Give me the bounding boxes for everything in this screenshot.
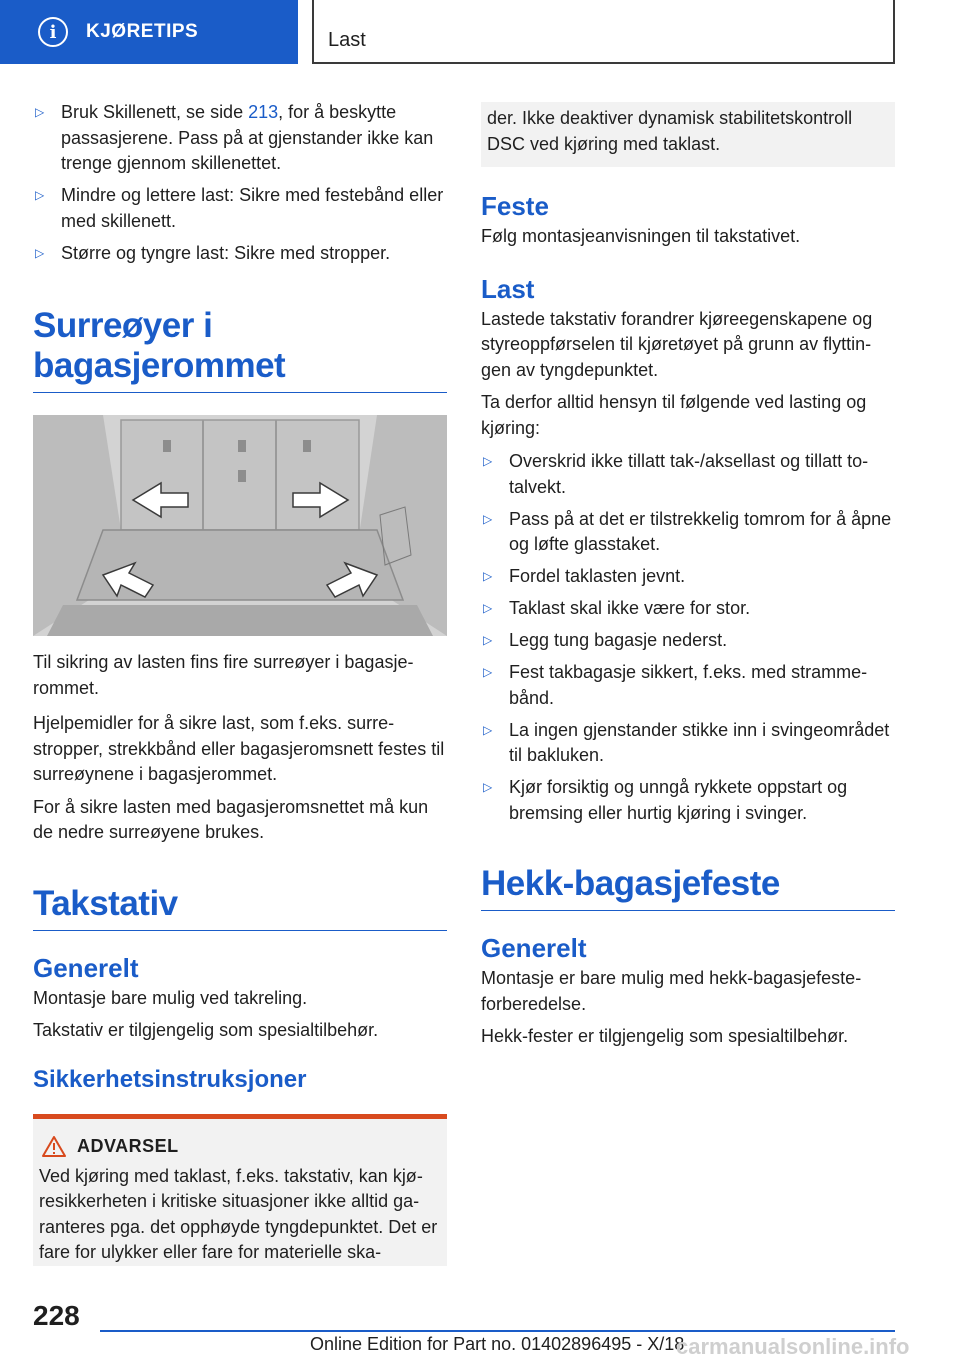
subheading-load: Last	[481, 273, 535, 304]
heading-rear-carrier: Hekk-bagasjefeste	[481, 864, 895, 911]
lashing-para-1: Til sikring av lasten fins fire surreøyer i bagasjerommet.	[33, 652, 414, 698]
list-item: ▷ Overskrid ikke tillatt tak-/aksellast og tillatt totalvekt.	[483, 451, 869, 497]
warning-text: Ved kjøring med taklast, f.eks. takstativ, kan kjøresikkerheten i kritiske situasjoner ikke alltid garanteres pga. det opphøyde tyngdepunktet. Det er fare for ulykker eller fare for materielle ska-	[39, 1165, 438, 1262]
heading-lashing-eyes: Surreøyer i bagasjerommet	[33, 306, 447, 393]
right-column	[481, 102, 895, 1057]
luggage-compartment-image	[33, 415, 447, 636]
list-item: ▷ Bruk Skillenett, se side 213, for å beskytte passasjerene. Pass på at gjenstander ikke kan trenge gjennom skillenettet.	[35, 102, 434, 173]
list-item: ▷ Legg tung bagasje nederst.	[481, 628, 895, 654]
hitch-para-2: Hekk-fester er tilgjengelig som spesialtilbehør.	[481, 1026, 849, 1046]
lashing-para-3: For å sikre lasten med bagasjeromsnettet må kun de nedre surreøyene brukes.	[33, 796, 429, 842]
triangle-bullet-icon: ▷	[483, 633, 493, 647]
heading-roof-rack: Takstativ	[33, 884, 447, 931]
section-label: KJØRETIPS	[86, 21, 199, 42]
warning-triangle-icon	[41, 1135, 67, 1158]
list-item: ▷ Taklast skal ikke være for stor.	[481, 596, 895, 622]
load-para-1: Lastede takstativ forandrer kjøreegenskapene og styreoppførselen til kjøretøyet på grunn av flyttingen av tyngdepunktet.	[481, 308, 873, 380]
subheading-general: Generelt	[33, 952, 139, 983]
list-item: ▷ Pass på at det er tilstrekkelig tomrom for å åpne og løfte glasstaket.	[483, 508, 892, 554]
footer-divider	[100, 1330, 895, 1332]
load-para-2: Ta derfor alltid hensyn til følgende ved lasting og kjøring:	[481, 392, 867, 438]
triangle-bullet-icon: ▷	[483, 601, 493, 615]
general-para-2: Takstativ er tilgjengelig som spesialtilbehør.	[33, 1020, 379, 1040]
section-tab	[0, 0, 298, 64]
list-item: ▷ Fest takbagasje sikkert, f.eks. med strammebånd.	[483, 662, 868, 708]
info-icon: i	[38, 17, 68, 47]
triangle-bullet-icon: ▷	[483, 569, 493, 583]
watermark: carmanualsonline.info	[676, 1334, 910, 1359]
triangle-bullet-icon: ▷	[483, 722, 493, 737]
triangle-bullet-icon: ▷	[483, 511, 493, 526]
list-item: ▷ La ingen gjenstander stikke inn i svingeområdet til bakluken.	[483, 719, 890, 765]
list-item: ▷ Kjør forsiktig og unngå rykkete oppstart og bremsing eller hurtig kjøring i svinger.	[483, 777, 848, 823]
triangle-bullet-icon: ▷	[483, 780, 493, 794]
hitch-para-1: Montasje er bare mulig med hekk-bagasjefesteforberedelse.	[481, 968, 862, 1014]
triangle-bullet-icon: ▷	[483, 454, 493, 468]
list-item: ▷ Større og tyngre last: Sikre med stropper.	[33, 241, 447, 267]
warning-label: ADVARSEL	[77, 1135, 179, 1156]
list-item: ▷ Fordel taklasten jevnt.	[481, 564, 895, 590]
list-item: ▷ Mindre og lettere last: Sikre med festebånd eller med skillenett.	[35, 185, 444, 231]
triangle-bullet-icon: ▷	[35, 245, 45, 260]
subheading-safety: Sikkerhetsinstruksjoner	[33, 1065, 307, 1093]
general-para-1: Montasje bare mulig ved takreling.	[33, 987, 308, 1008]
triangle-bullet-icon: ▷	[35, 105, 45, 119]
subheading-general: Generelt	[481, 933, 587, 963]
edition-text: Online Edition for Part no. 01402896495 - X/18	[310, 1334, 685, 1354]
left-column	[33, 100, 447, 1266]
triangle-bullet-icon: ▷	[483, 665, 493, 679]
warning-box	[33, 1114, 447, 1266]
page-number: 228	[33, 1300, 80, 1331]
fasten-text: Følg montasjeanvisningen til takstativet.	[481, 226, 801, 246]
warning-continued: der. Ikke deaktiver dynamisk stabilitetskontroll DSC ved kjøring med taklast.	[481, 102, 895, 167]
lashing-para-2: Hjelpemidler for å sikre last, som f.eks. surrestropper, strekkbånd eller bagasjeromsnett festes til surreøynene i bagasjerommet.	[33, 713, 445, 784]
page-link[interactable]: 213	[248, 102, 279, 122]
bullet-list-roof-load	[481, 449, 895, 826]
subheading-fasten: Feste	[481, 191, 549, 221]
page-title: Last	[312, 0, 895, 64]
bullet-list-nets	[33, 100, 447, 266]
triangle-bullet-icon: ▷	[35, 188, 45, 202]
